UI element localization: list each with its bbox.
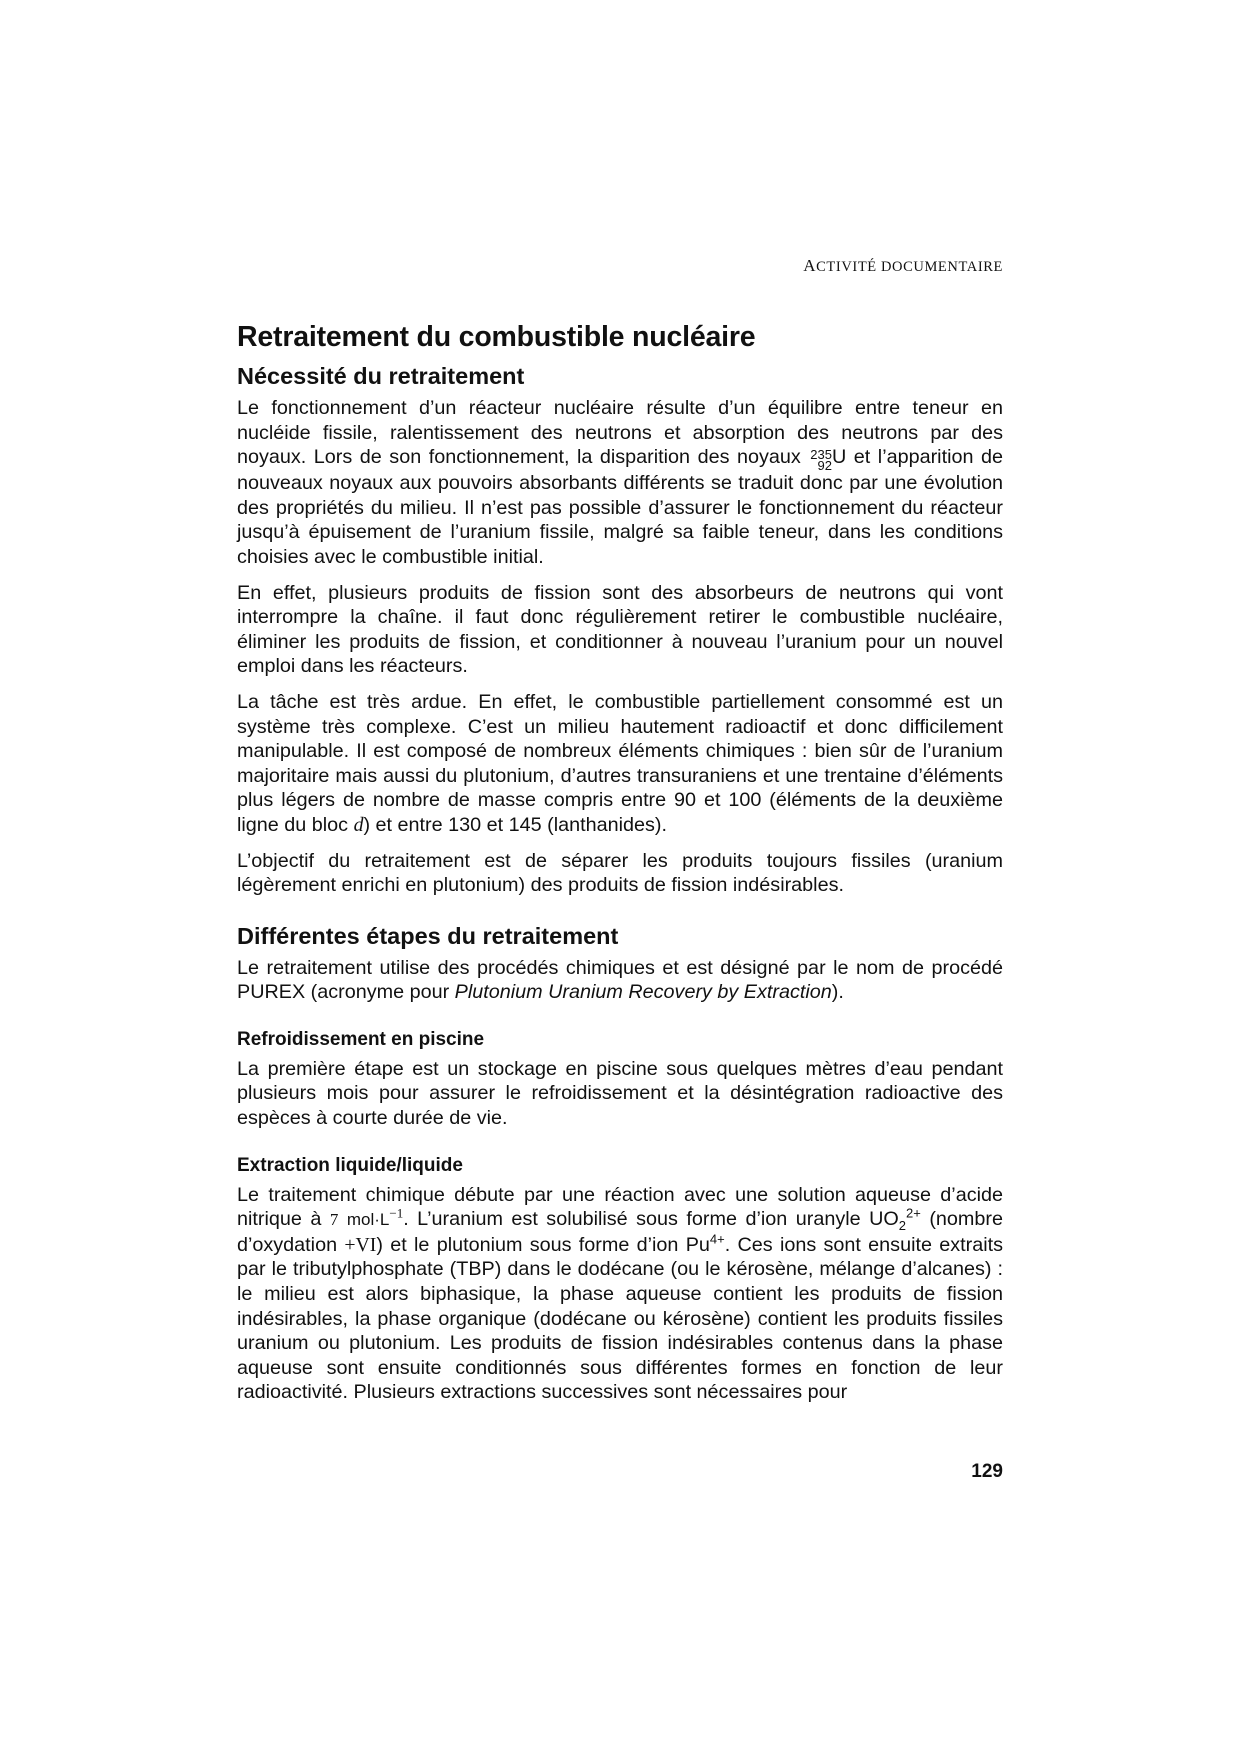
section-heading-necessity: Nécessité du retraitement	[237, 363, 525, 389]
paragraph-necessity-3: La tâche est très ardue. En effet, le combustible partiellement consommé est un système très complexe. C’est un milieu hautement radioactif et donc difficilement manipulable. Il est composé de nombreux éléments chimiques : bien sûr de l’uranium majoritaire mais aussi du plutonium, d’autres transuraniens et une trentaine d’éléments plus légers de nombre de masse compris entre 90 et 100 (éléments de la deuxième ligne du bloc d) et entre 130 et 145 (lanthanides).	[237, 690, 1003, 836]
page-title: Retraitement du combustible nucléaire	[237, 321, 756, 353]
section-heading-steps: Différentes étapes du retraitement	[237, 922, 619, 949]
page-number: 129	[971, 1461, 1003, 1482]
paragraph-cooling: La première étape est un stockage en piscine sous quelques mètres d’eau pendant plusieurs mois pour assurer le refroidissement et la désintégration radioactive des espèces à courte durée de vie.	[237, 1057, 1003, 1130]
paragraph-necessity-4: L’objectif du retraitement est de séparer les produits toujours fissiles (uranium légèrement enrichi en plutonium) des produits de fission indésirables.	[237, 849, 1003, 897]
oxidation-number: +VI	[344, 1233, 377, 1256]
running-header-initial: A	[803, 256, 817, 275]
isotope-notation: 235 92	[810, 447, 832, 474]
paragraph-necessity-1: Le fonctionnement d’un réacteur nucléaire résulte d’un équilibre entre teneur en nucléide fissile, ralentissement des neutrons et absorption des neutrons par des noyaux. Lors de son fonctionnement, la disparition des noyaux 235 92 U et l’apparition de nouveaux noyaux aux pouvoirs absorbants différents se traduit donc par une évolution des propriétés du milieu. Il n’est pas possible d’assurer le fonctionnement du réacteur jusqu’à épuisement de l’uranium fissile, malgré sa faible teneur, dans les conditions choisies avec le combustible initial.	[237, 397, 1003, 568]
subsection-heading-extraction: Extraction liquide/liquide	[237, 1154, 463, 1176]
paragraph-necessity-2: En effet, plusieurs produits de fission sont des absorbeurs de neutrons qui vont interrompre la chaîne. il faut donc régulièrement retirer le combustible nucléaire, éliminer les produits de fission, et conditionner à nouveau l’uranium pour un nouvel emploi dans les réacteurs.	[237, 581, 1003, 678]
running-header	[803, 256, 1003, 276]
article-body	[237, 318, 1003, 1405]
running-header-rest: CTIVITÉ DOCUMENTAIRE	[816, 259, 1003, 275]
concentration-unit: mol·L	[346, 1210, 390, 1230]
paragraph-steps-1: Le retraitement utilise des procédés chimiques et est désigné par le nom de procédé PUREX (acronyme pour Plutonium Uranium Recovery by Extraction).	[237, 956, 1003, 1004]
subsection-heading-cooling: Refroidissement en piscine	[237, 1028, 485, 1050]
paragraph-extraction: Le traitement chimique débute par une réaction avec une solution aqueuse d’acide nitrique à 7 $mol\cdot L^{-1}$. L’uranium est solubilisé sous forme d’ion uranyle $UO_2^{2+}$ (nombre d’oxydation +VI) et le plutonium sous forme d’ion $Pu^{4+}$. Ces ions sont ensuite extraits par le tributylphosphate (TBP) dans le dodécane (ou le kérosène, mélange d’alcanes) : le milieu est alors biphasique, la phase aqueuse contient les produits de fission indésirables, la phase organique (dodécane ou kérosène) contient les produits fissiles uranium ou plutonium. Les produits de fission indésirables contenus dans la phase aqueuse sont ensuite conditionnés sous différentes formes en fonction de leur radioactivité. Plusieurs extractions successives sont nécessaires pour	[237, 1183, 1004, 1404]
document-page	[237, 0, 1003, 1754]
concentration-value: 7	[329, 1210, 339, 1230]
